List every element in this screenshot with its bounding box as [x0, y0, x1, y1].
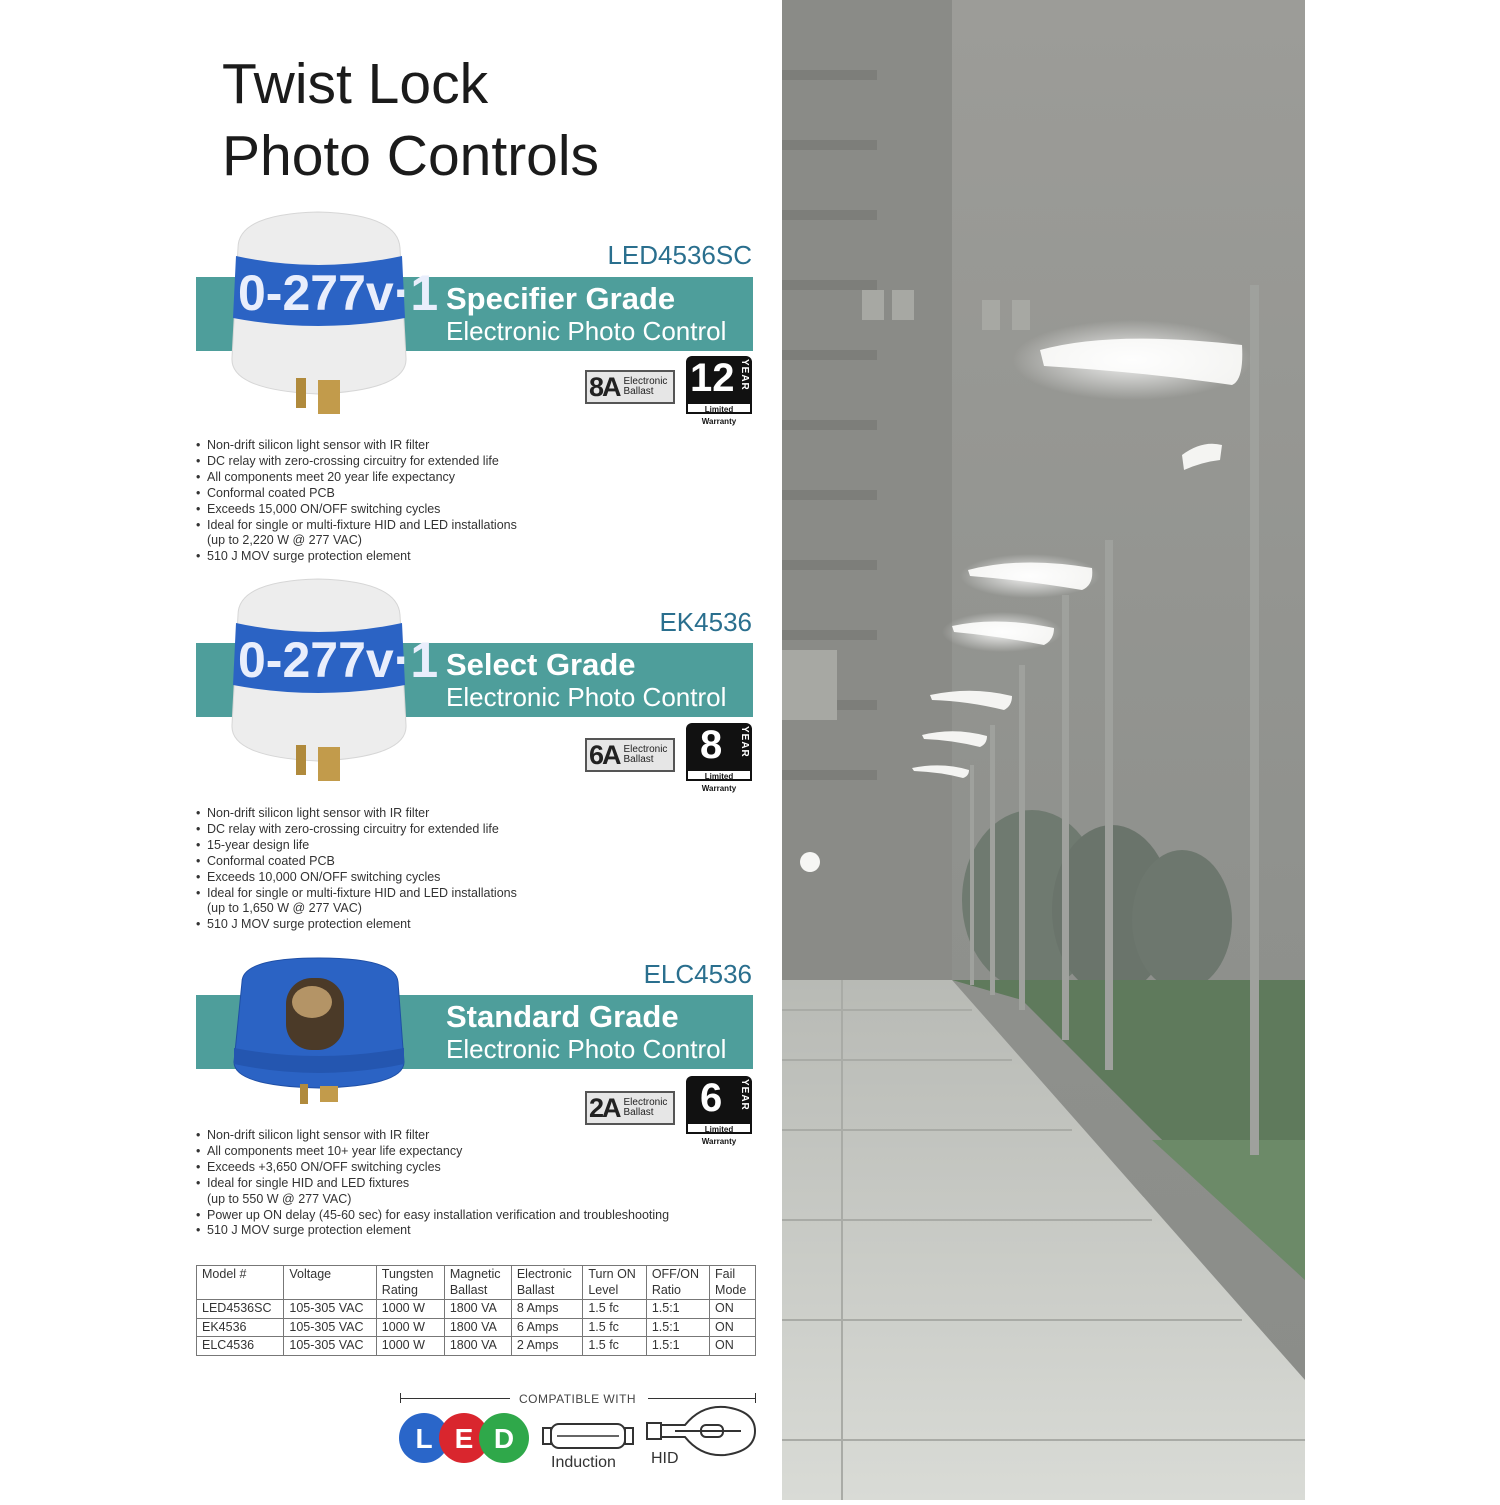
amp-rating-badge-2	[585, 738, 675, 772]
product-grade-1: Specifier Grade	[446, 281, 676, 316]
compatible-with-label: COMPATIBLE WITH	[519, 1392, 637, 1406]
table-row	[197, 1318, 756, 1337]
table-cell: ELC4536	[197, 1337, 284, 1356]
ballast-label-line2: Ballast	[623, 754, 654, 765]
feature-item: • All components meet 10+ year life expectancy	[196, 1144, 756, 1160]
table-cell: 1000 W	[376, 1318, 444, 1337]
led-logo-icon	[398, 1408, 530, 1466]
title-line-2: Photo Controls	[222, 124, 600, 188]
product-grade-3: Standard Grade	[446, 999, 679, 1034]
ballast-label-line1: Electronic	[623, 376, 668, 387]
product-model-3: ELC4536	[643, 959, 752, 989]
product-subtitle-2: Electronic Photo Control	[446, 682, 727, 712]
column-header: Electronic Ballast	[511, 1266, 583, 1300]
feature-item: • Non-drift silicon light sensor with IR filter	[196, 1128, 756, 1144]
product-grade-2: Select Grade	[446, 647, 636, 682]
table-cell: 1.5:1	[646, 1337, 709, 1356]
table-cell: ON	[710, 1318, 756, 1337]
warranty-badge-3	[686, 1076, 752, 1146]
spec-table	[196, 1265, 756, 1356]
warranty-unit: YEAR	[739, 726, 750, 758]
column-header: Model #	[197, 1266, 284, 1300]
table-cell: 105-305 VAC	[284, 1337, 376, 1356]
feature-item: • DC relay with zero-crossing circuitry for extended life	[196, 822, 756, 838]
table-header-row	[197, 1266, 756, 1300]
product-subtitle-3: Electronic Photo Control	[446, 1034, 727, 1064]
table-cell: ON	[710, 1337, 756, 1356]
led-letter: E	[454, 1423, 474, 1454]
photocell-image-3	[224, 952, 414, 1112]
table-cell: EK4536	[197, 1318, 284, 1337]
product-model-1: LED4536SC	[607, 240, 752, 270]
table-cell: ON	[710, 1300, 756, 1319]
compat-divider-tick-right	[755, 1393, 756, 1403]
feature-item: • Exceeds 15,000 ON/OFF switching cycles	[196, 502, 756, 518]
column-header: Magnetic Ballast	[444, 1266, 511, 1300]
feature-item: • Conformal coated PCB	[196, 486, 756, 502]
table-cell: 1000 W	[376, 1337, 444, 1356]
amp-rating-badge-1	[585, 370, 675, 404]
feature-item: • Non-drift silicon light sensor with IR filter	[196, 806, 756, 822]
photocell-image-1	[218, 208, 439, 418]
feature-item: • Power up ON delay (45-60 sec) for easy installation verification and troubleshooting	[196, 1208, 756, 1224]
feature-item: • Exceeds 10,000 ON/OFF switching cycles	[196, 870, 756, 886]
warranty-badge-1	[686, 356, 752, 426]
feature-item: • Ideal for single or multi-fixture HID and LED installations (up to 1,650 W @ 277 VAC)	[196, 886, 756, 918]
warranty-badge-2	[686, 723, 752, 793]
photocell-label-2: 0-277v·1	[238, 632, 439, 688]
column-header: Turn ON Level	[583, 1266, 646, 1300]
warranty-unit: YEAR	[739, 359, 750, 391]
feature-list-1	[196, 438, 756, 565]
table-cell: LED4536SC	[197, 1300, 284, 1319]
table-cell: 2 Amps	[511, 1337, 583, 1356]
street-lights-photo	[782, 0, 1305, 1500]
amp-value: 6A	[589, 740, 620, 770]
table-cell: 6 Amps	[511, 1318, 583, 1337]
ballast-label-line1: Electronic	[623, 744, 668, 755]
feature-item: • Conformal coated PCB	[196, 854, 756, 870]
feature-item: • Non-drift silicon light sensor with IR filter	[196, 438, 756, 454]
led-letter: L	[415, 1423, 433, 1454]
ballast-label-line1: Electronic	[623, 1097, 668, 1108]
feature-item: • DC relay with zero-crossing circuitry for extended life	[196, 454, 756, 470]
warranty-years: 8	[700, 723, 723, 767]
warranty-years: 12	[690, 356, 735, 400]
amp-value: 2A	[589, 1093, 620, 1123]
warranty-unit: YEAR	[739, 1079, 750, 1111]
column-header: OFF/ON Ratio	[646, 1266, 709, 1300]
induction-label: Induction	[551, 1454, 616, 1471]
table-row	[197, 1337, 756, 1356]
feature-item: • 510 J MOV surge protection element	[196, 1223, 756, 1239]
feature-item: • Exceeds +3,650 ON/OFF switching cycles	[196, 1160, 756, 1176]
table-cell: 1.5 fc	[583, 1300, 646, 1319]
column-header: Fail Mode	[710, 1266, 756, 1300]
table-cell: 105-305 VAC	[284, 1300, 376, 1319]
page-title	[222, 48, 599, 192]
compat-divider-right	[648, 1398, 756, 1399]
table-cell: 1.5 fc	[583, 1337, 646, 1356]
title-line-1: Twist Lock	[222, 52, 489, 116]
compat-divider-left	[400, 1398, 510, 1399]
table-cell: 105-305 VAC	[284, 1318, 376, 1337]
table-cell: 1000 W	[376, 1300, 444, 1319]
feature-item: • Ideal for single or multi-fixture HID and LED installations (up to 2,220 W @ 277 VAC)	[196, 518, 756, 550]
table-cell: 1.5:1	[646, 1318, 709, 1337]
table-cell: 1800 VA	[444, 1318, 511, 1337]
ballast-label-line2: Ballast	[623, 386, 654, 397]
feature-item: • Ideal for single HID and LED fixtures (up to 550 W @ 277 VAC)	[196, 1176, 756, 1208]
product-model-2: EK4536	[659, 607, 752, 637]
feature-item: • 510 J MOV surge protection element	[196, 549, 756, 565]
table-cell: 1.5 fc	[583, 1318, 646, 1337]
table-cell: 8 Amps	[511, 1300, 583, 1319]
induction-lamp-icon	[541, 1418, 635, 1454]
led-letter: D	[493, 1423, 515, 1454]
amp-rating-badge-3	[585, 1091, 675, 1125]
table-row	[197, 1300, 756, 1319]
street-lights-illustration	[782, 0, 1305, 1500]
ballast-label-line2: Ballast	[623, 1107, 654, 1118]
feature-item: • All components meet 20 year life expectancy	[196, 470, 756, 486]
hid-label: HID	[651, 1450, 679, 1467]
warranty-years: 6	[700, 1076, 723, 1120]
feature-item: • 15-year design life	[196, 838, 756, 854]
feature-list-2	[196, 806, 756, 933]
table-cell: 1800 VA	[444, 1300, 511, 1319]
warranty-label: Limited Warranty	[686, 1122, 752, 1134]
warranty-label: Limited Warranty	[686, 402, 752, 414]
table-cell: 1800 VA	[444, 1337, 511, 1356]
photocell-label-1: 0-277v·1	[238, 265, 439, 321]
photocell-image-2	[218, 575, 439, 785]
column-header: Tungsten Rating	[376, 1266, 444, 1300]
product-subtitle-1: Electronic Photo Control	[446, 316, 727, 346]
feature-item: • 510 J MOV surge protection element	[196, 917, 756, 933]
compat-divider-tick-left	[400, 1393, 401, 1403]
feature-list-3	[196, 1128, 756, 1239]
table-cell: 1.5:1	[646, 1300, 709, 1319]
amp-value: 8A	[589, 372, 620, 402]
warranty-label: Limited Warranty	[686, 769, 752, 781]
column-header: Voltage	[284, 1266, 376, 1300]
